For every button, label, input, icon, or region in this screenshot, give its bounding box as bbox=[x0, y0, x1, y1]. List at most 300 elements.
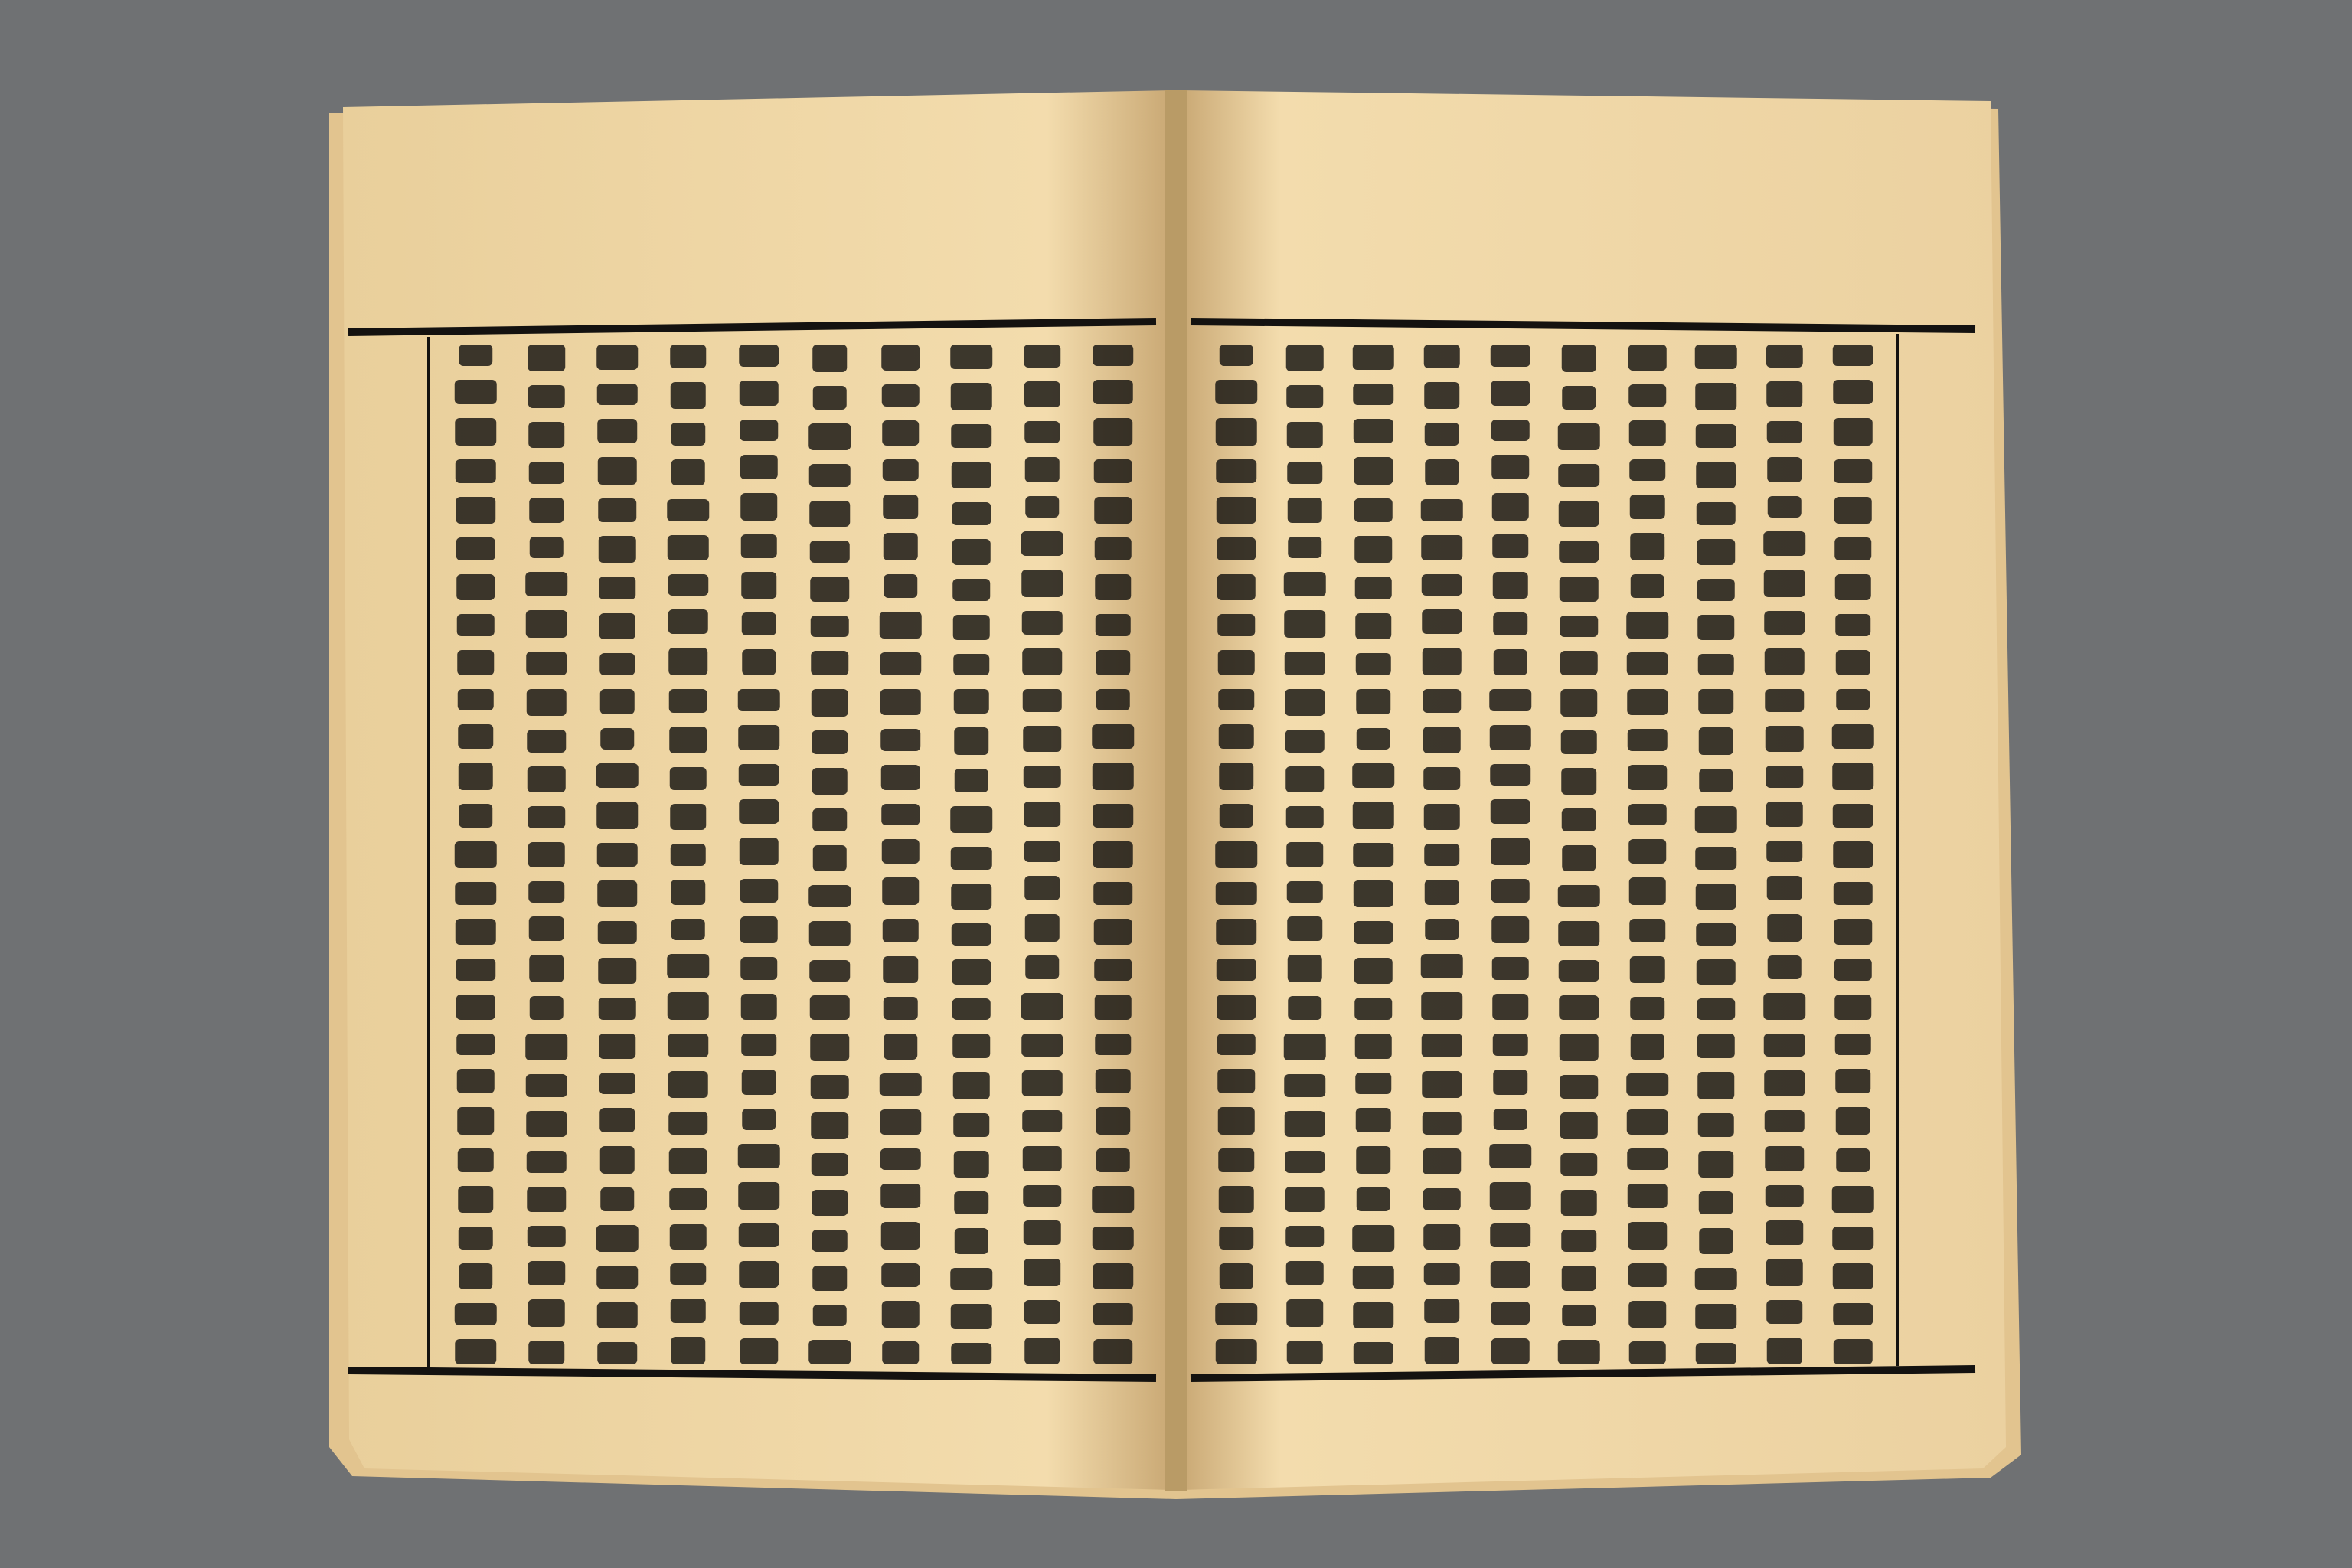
glyph-mark bbox=[950, 806, 992, 833]
glyph-mark bbox=[1288, 537, 1321, 558]
glyph-mark bbox=[1560, 1075, 1598, 1099]
glyph-mark bbox=[1095, 1034, 1131, 1055]
glyph-mark bbox=[527, 730, 566, 753]
glyph-mark bbox=[459, 763, 493, 790]
glyph-mark bbox=[1217, 574, 1256, 600]
glyph-mark bbox=[1216, 459, 1256, 483]
glyph-mark bbox=[1024, 381, 1060, 407]
glyph-mark bbox=[1833, 804, 1873, 828]
glyph-mark bbox=[1766, 1220, 1803, 1245]
glyph-mark bbox=[1695, 1268, 1737, 1290]
glyph-mark bbox=[669, 1188, 707, 1210]
glyph-mark bbox=[456, 959, 495, 981]
glyph-mark bbox=[813, 1305, 847, 1326]
glyph-mark bbox=[811, 1112, 848, 1139]
glyph-mark bbox=[1354, 536, 1392, 563]
glyph-mark bbox=[1216, 1339, 1257, 1364]
glyph-mark bbox=[598, 457, 637, 485]
glyph-mark bbox=[1096, 689, 1130, 710]
glyph-mark bbox=[1217, 614, 1255, 636]
glyph-mark bbox=[528, 842, 565, 867]
glyph-mark bbox=[1096, 1148, 1130, 1172]
glyph-mark bbox=[1626, 612, 1668, 639]
glyph-mark bbox=[738, 725, 779, 750]
glyph-mark bbox=[954, 1151, 989, 1178]
glyph-mark bbox=[1832, 724, 1874, 749]
glyph-mark bbox=[529, 955, 564, 982]
glyph-mark bbox=[951, 1343, 991, 1364]
glyph-mark bbox=[528, 1341, 564, 1364]
glyph-mark bbox=[1355, 1073, 1391, 1094]
glyph-mark bbox=[1353, 345, 1394, 370]
glyph-mark bbox=[1833, 380, 1873, 404]
glyph-mark bbox=[953, 1072, 990, 1099]
glyph-mark bbox=[1697, 615, 1734, 640]
glyph-mark bbox=[1558, 921, 1599, 946]
glyph-mark bbox=[882, 877, 919, 905]
glyph-mark bbox=[739, 345, 779, 367]
glyph-mark bbox=[1764, 611, 1805, 635]
glyph-mark bbox=[1353, 1302, 1393, 1328]
glyph-mark bbox=[1833, 1303, 1873, 1325]
glyph-mark bbox=[1352, 1225, 1394, 1252]
glyph-mark bbox=[1835, 1069, 1870, 1093]
glyph-mark bbox=[1699, 727, 1733, 755]
glyph-mark bbox=[596, 1266, 638, 1289]
glyph-mark bbox=[1492, 493, 1529, 521]
glyph-mark bbox=[1021, 993, 1063, 1020]
glyph-mark bbox=[1491, 799, 1530, 824]
glyph-mark bbox=[1355, 613, 1391, 639]
glyph-mark bbox=[1766, 1300, 1802, 1324]
glyph-mark bbox=[528, 1299, 565, 1327]
glyph-mark bbox=[1766, 1259, 1803, 1286]
glyph-mark bbox=[884, 533, 918, 560]
glyph-mark bbox=[1024, 1259, 1060, 1286]
glyph-mark bbox=[1561, 768, 1596, 795]
glyph-mark bbox=[1696, 884, 1736, 910]
glyph-mark bbox=[671, 382, 706, 409]
glyph-mark bbox=[950, 1268, 992, 1290]
glyph-mark bbox=[1218, 1148, 1254, 1172]
glyph-mark bbox=[741, 572, 776, 599]
glyph-mark bbox=[1423, 1148, 1461, 1174]
glyph-mark bbox=[1833, 345, 1873, 366]
glyph-mark bbox=[1425, 423, 1459, 446]
glyph-mark bbox=[1836, 1107, 1870, 1135]
glyph-mark bbox=[1559, 995, 1599, 1020]
glyph-mark bbox=[1489, 689, 1531, 711]
glyph-mark bbox=[1423, 1112, 1462, 1135]
glyph-mark bbox=[1560, 689, 1597, 717]
glyph-mark bbox=[1024, 876, 1060, 900]
glyph-mark bbox=[810, 577, 849, 602]
glyph-mark bbox=[742, 1070, 776, 1095]
glyph-mark bbox=[1354, 498, 1393, 522]
glyph-mark bbox=[1094, 497, 1132, 524]
glyph-mark bbox=[1024, 802, 1060, 827]
glyph-mark bbox=[1219, 763, 1253, 790]
glyph-mark bbox=[668, 648, 707, 675]
glyph-mark bbox=[1562, 386, 1596, 410]
glyph-mark bbox=[1836, 1148, 1870, 1172]
glyph-mark bbox=[951, 847, 992, 870]
glyph-mark bbox=[1422, 1034, 1462, 1057]
glyph-mark bbox=[1767, 457, 1802, 482]
glyph-mark bbox=[1491, 1261, 1530, 1288]
glyph-mark bbox=[1626, 1073, 1668, 1096]
glyph-mark bbox=[600, 728, 634, 750]
glyph-mark bbox=[1284, 610, 1325, 638]
glyph-mark bbox=[1285, 766, 1324, 792]
glyph-mark bbox=[1288, 955, 1322, 982]
glyph-mark bbox=[952, 1034, 990, 1058]
glyph-mark bbox=[1835, 1034, 1871, 1055]
glyph-mark bbox=[808, 1340, 851, 1364]
glyph-mark bbox=[952, 923, 991, 946]
glyph-mark bbox=[598, 921, 637, 944]
glyph-mark bbox=[1695, 847, 1736, 870]
book-gutter bbox=[1165, 90, 1187, 1491]
glyph-mark bbox=[880, 729, 920, 751]
glyph-mark bbox=[1421, 499, 1463, 521]
glyph-mark bbox=[812, 345, 847, 372]
glyph-mark bbox=[1765, 648, 1805, 675]
glyph-mark bbox=[1093, 1339, 1132, 1364]
glyph-mark bbox=[1491, 381, 1530, 406]
glyph-mark bbox=[1021, 570, 1063, 597]
glyph-mark bbox=[526, 1111, 567, 1137]
glyph-mark bbox=[1491, 916, 1529, 943]
glyph-mark bbox=[1493, 612, 1527, 635]
glyph-mark bbox=[951, 383, 992, 410]
glyph-mark bbox=[880, 1073, 922, 1096]
glyph-mark bbox=[1287, 422, 1323, 448]
glyph-mark bbox=[1096, 650, 1130, 675]
glyph-mark bbox=[1559, 960, 1599, 982]
glyph-mark bbox=[599, 1073, 635, 1094]
glyph-mark bbox=[812, 768, 848, 795]
glyph-mark bbox=[739, 1223, 779, 1247]
glyph-mark bbox=[1095, 574, 1131, 600]
glyph-mark bbox=[1629, 459, 1665, 481]
glyph-mark bbox=[740, 420, 778, 441]
glyph-mark bbox=[528, 345, 565, 371]
glyph-mark bbox=[1631, 574, 1664, 598]
text-column bbox=[455, 345, 497, 1364]
glyph-mark bbox=[1697, 998, 1735, 1020]
glyph-mark bbox=[954, 689, 989, 714]
glyph-mark bbox=[1834, 418, 1873, 446]
glyph-mark bbox=[1421, 954, 1463, 978]
glyph-mark bbox=[459, 1227, 493, 1250]
glyph-mark bbox=[455, 882, 496, 905]
glyph-mark bbox=[811, 651, 848, 675]
glyph-mark bbox=[1628, 345, 1667, 371]
glyph-mark bbox=[882, 839, 920, 864]
glyph-mark bbox=[1218, 1107, 1255, 1135]
glyph-mark bbox=[1768, 496, 1802, 518]
glyph-mark bbox=[527, 1187, 566, 1212]
glyph-mark bbox=[1216, 919, 1256, 945]
glyph-mark bbox=[1024, 1300, 1060, 1324]
glyph-mark bbox=[1425, 919, 1459, 940]
glyph-mark bbox=[1767, 876, 1802, 900]
glyph-mark bbox=[881, 345, 920, 371]
glyph-mark bbox=[1560, 1112, 1598, 1139]
glyph-mark bbox=[1093, 345, 1133, 366]
text-column bbox=[1092, 345, 1134, 1364]
glyph-mark bbox=[458, 1186, 493, 1213]
glyph-mark bbox=[1093, 380, 1133, 404]
glyph-mark bbox=[1423, 727, 1461, 753]
glyph-mark bbox=[741, 1034, 776, 1056]
glyph-mark bbox=[881, 804, 920, 825]
glyph-mark bbox=[1287, 881, 1323, 903]
glyph-mark bbox=[1284, 1034, 1326, 1060]
glyph-mark bbox=[1354, 1342, 1393, 1364]
glyph-mark bbox=[1354, 958, 1393, 984]
glyph-mark bbox=[670, 1224, 707, 1250]
glyph-mark bbox=[1216, 882, 1257, 905]
glyph-mark bbox=[528, 385, 565, 408]
glyph-mark bbox=[1287, 916, 1322, 941]
glyph-mark bbox=[1421, 535, 1462, 560]
glyph-mark bbox=[1560, 651, 1598, 675]
glyph-mark bbox=[455, 1303, 497, 1325]
glyph-mark bbox=[1093, 1303, 1133, 1325]
glyph-mark bbox=[739, 764, 779, 786]
glyph-mark bbox=[671, 1337, 705, 1364]
glyph-mark bbox=[1023, 726, 1061, 752]
glyph-mark bbox=[1834, 959, 1872, 981]
glyph-mark bbox=[597, 384, 638, 405]
glyph-mark bbox=[1491, 1302, 1530, 1325]
glyph-mark bbox=[1696, 923, 1736, 946]
glyph-mark bbox=[808, 885, 851, 907]
glyph-mark bbox=[740, 455, 778, 479]
glyph-mark bbox=[1356, 689, 1390, 714]
glyph-mark bbox=[457, 650, 494, 675]
glyph-mark bbox=[1560, 616, 1598, 637]
glyph-mark bbox=[1494, 1109, 1527, 1130]
glyph-mark bbox=[1024, 841, 1060, 862]
glyph-mark bbox=[526, 652, 567, 675]
glyph-mark bbox=[740, 916, 778, 943]
glyph-mark bbox=[1695, 806, 1737, 833]
glyph-mark bbox=[1699, 769, 1733, 792]
glyph-mark bbox=[1628, 839, 1666, 864]
glyph-mark bbox=[525, 572, 567, 596]
glyph-mark bbox=[1832, 763, 1873, 790]
glyph-mark bbox=[1491, 420, 1530, 441]
glyph-mark bbox=[456, 574, 495, 600]
glyph-mark bbox=[527, 1151, 567, 1173]
glyph-mark bbox=[1024, 421, 1060, 443]
glyph-mark bbox=[1834, 1339, 1873, 1364]
glyph-mark bbox=[1285, 1151, 1325, 1173]
glyph-mark bbox=[1491, 345, 1530, 367]
glyph-mark bbox=[1491, 879, 1530, 903]
glyph-mark bbox=[952, 998, 991, 1020]
glyph-mark bbox=[1765, 1146, 1804, 1171]
glyph-mark bbox=[526, 1074, 567, 1097]
glyph-mark bbox=[600, 689, 635, 714]
glyph-mark bbox=[1094, 459, 1132, 483]
glyph-mark bbox=[1560, 1153, 1597, 1176]
glyph-mark bbox=[738, 1144, 780, 1168]
glyph-mark bbox=[1835, 574, 1871, 600]
glyph-mark bbox=[458, 1148, 494, 1172]
glyph-mark bbox=[1093, 841, 1133, 868]
glyph-mark bbox=[599, 577, 635, 599]
glyph-mark bbox=[456, 537, 495, 560]
glyph-mark bbox=[596, 763, 639, 788]
glyph-mark bbox=[1628, 729, 1668, 751]
glyph-mark bbox=[880, 1184, 920, 1208]
glyph-mark bbox=[880, 612, 922, 639]
glyph-mark bbox=[1220, 1263, 1253, 1289]
glyph-mark bbox=[597, 1342, 637, 1364]
glyph-mark bbox=[1423, 689, 1461, 713]
glyph-mark bbox=[1562, 1266, 1596, 1291]
glyph-mark bbox=[1095, 537, 1132, 560]
glyph-mark bbox=[1354, 921, 1393, 944]
glyph-mark bbox=[1832, 1186, 1874, 1213]
glyph-mark bbox=[1217, 497, 1256, 524]
glyph-mark bbox=[740, 1302, 779, 1325]
glyph-mark bbox=[1025, 956, 1059, 979]
glyph-mark bbox=[883, 956, 918, 983]
glyph-mark bbox=[741, 994, 777, 1020]
glyph-mark bbox=[1490, 764, 1530, 786]
glyph-mark bbox=[456, 497, 495, 524]
glyph-mark bbox=[1766, 802, 1803, 827]
glyph-mark bbox=[1766, 1185, 1804, 1207]
glyph-mark bbox=[1095, 995, 1132, 1020]
glyph-mark bbox=[669, 1148, 707, 1174]
glyph-mark bbox=[1768, 956, 1802, 979]
text-column bbox=[1215, 345, 1257, 1364]
glyph-mark bbox=[596, 345, 638, 370]
glyph-mark bbox=[1425, 459, 1459, 485]
glyph-mark bbox=[1698, 654, 1734, 675]
glyph-mark bbox=[882, 384, 920, 407]
glyph-mark bbox=[809, 921, 851, 946]
glyph-mark bbox=[671, 919, 705, 940]
glyph-mark bbox=[954, 1191, 988, 1214]
glyph-mark bbox=[459, 1263, 492, 1289]
glyph-mark bbox=[1096, 614, 1131, 636]
glyph-mark bbox=[1096, 1069, 1131, 1093]
glyph-mark bbox=[668, 574, 708, 596]
glyph-mark bbox=[810, 995, 850, 1020]
glyph-mark bbox=[1561, 1190, 1597, 1216]
glyph-mark bbox=[1286, 1299, 1323, 1327]
glyph-mark bbox=[1766, 381, 1802, 407]
glyph-mark bbox=[528, 881, 564, 903]
glyph-mark bbox=[881, 1263, 920, 1287]
glyph-mark bbox=[1216, 418, 1257, 446]
glyph-mark bbox=[1023, 689, 1062, 712]
glyph-mark bbox=[1695, 345, 1737, 369]
glyph-mark bbox=[1490, 1182, 1531, 1210]
glyph-mark bbox=[884, 1034, 917, 1060]
glyph-mark bbox=[1425, 880, 1459, 905]
glyph-mark bbox=[1217, 959, 1256, 981]
glyph-mark bbox=[1490, 725, 1531, 750]
glyph-mark bbox=[1215, 1303, 1257, 1325]
glyph-mark bbox=[528, 766, 566, 792]
glyph-mark bbox=[599, 536, 636, 563]
glyph-mark bbox=[599, 1108, 635, 1132]
glyph-mark bbox=[1024, 345, 1060, 368]
glyph-mark bbox=[1627, 1148, 1668, 1170]
glyph-mark bbox=[596, 1225, 639, 1252]
glyph-mark bbox=[812, 1266, 847, 1291]
glyph-mark bbox=[1492, 534, 1528, 558]
glyph-mark bbox=[812, 730, 848, 754]
glyph-mark bbox=[1220, 345, 1253, 366]
glyph-mark bbox=[813, 386, 847, 410]
glyph-mark bbox=[457, 1069, 495, 1093]
glyph-mark bbox=[1490, 1223, 1530, 1247]
glyph-mark bbox=[668, 1112, 707, 1135]
glyph-mark bbox=[1422, 1071, 1462, 1098]
glyph-mark bbox=[1489, 1144, 1531, 1168]
glyph-mark bbox=[1093, 418, 1132, 446]
glyph-mark bbox=[525, 1034, 567, 1060]
glyph-mark bbox=[953, 1113, 989, 1137]
glyph-mark bbox=[1493, 1070, 1527, 1095]
glyph-mark bbox=[1767, 1338, 1802, 1364]
glyph-mark bbox=[1766, 345, 1803, 368]
glyph-mark bbox=[1357, 728, 1390, 750]
glyph-mark bbox=[951, 884, 991, 910]
glyph-mark bbox=[1763, 993, 1805, 1020]
glyph-mark bbox=[455, 1339, 496, 1364]
glyph-mark bbox=[456, 919, 496, 945]
glyph-mark bbox=[1764, 570, 1805, 597]
glyph-mark bbox=[1218, 650, 1255, 675]
glyph-mark bbox=[597, 843, 638, 867]
glyph-mark bbox=[1833, 1263, 1873, 1289]
glyph-mark bbox=[739, 1261, 779, 1288]
glyph-mark bbox=[1422, 574, 1462, 596]
glyph-mark bbox=[597, 1302, 638, 1328]
glyph-mark bbox=[740, 879, 778, 903]
glyph-mark bbox=[1356, 653, 1391, 675]
glyph-mark bbox=[1834, 919, 1872, 945]
glyph-mark bbox=[883, 919, 919, 942]
glyph-mark bbox=[1558, 1340, 1600, 1364]
glyph-mark bbox=[1286, 1261, 1324, 1285]
glyph-mark bbox=[811, 1075, 849, 1099]
glyph-mark bbox=[884, 574, 917, 598]
glyph-mark bbox=[742, 649, 776, 675]
glyph-mark bbox=[952, 502, 991, 525]
glyph-mark bbox=[1562, 845, 1596, 871]
glyph-mark bbox=[953, 615, 990, 640]
glyph-mark bbox=[671, 880, 705, 905]
glyph-mark bbox=[1493, 1034, 1528, 1056]
glyph-mark bbox=[529, 916, 564, 941]
glyph-mark bbox=[1024, 766, 1061, 788]
glyph-mark bbox=[1559, 501, 1599, 527]
glyph-mark bbox=[1424, 844, 1459, 866]
glyph-mark bbox=[1630, 956, 1665, 983]
glyph-mark bbox=[1285, 1111, 1325, 1137]
